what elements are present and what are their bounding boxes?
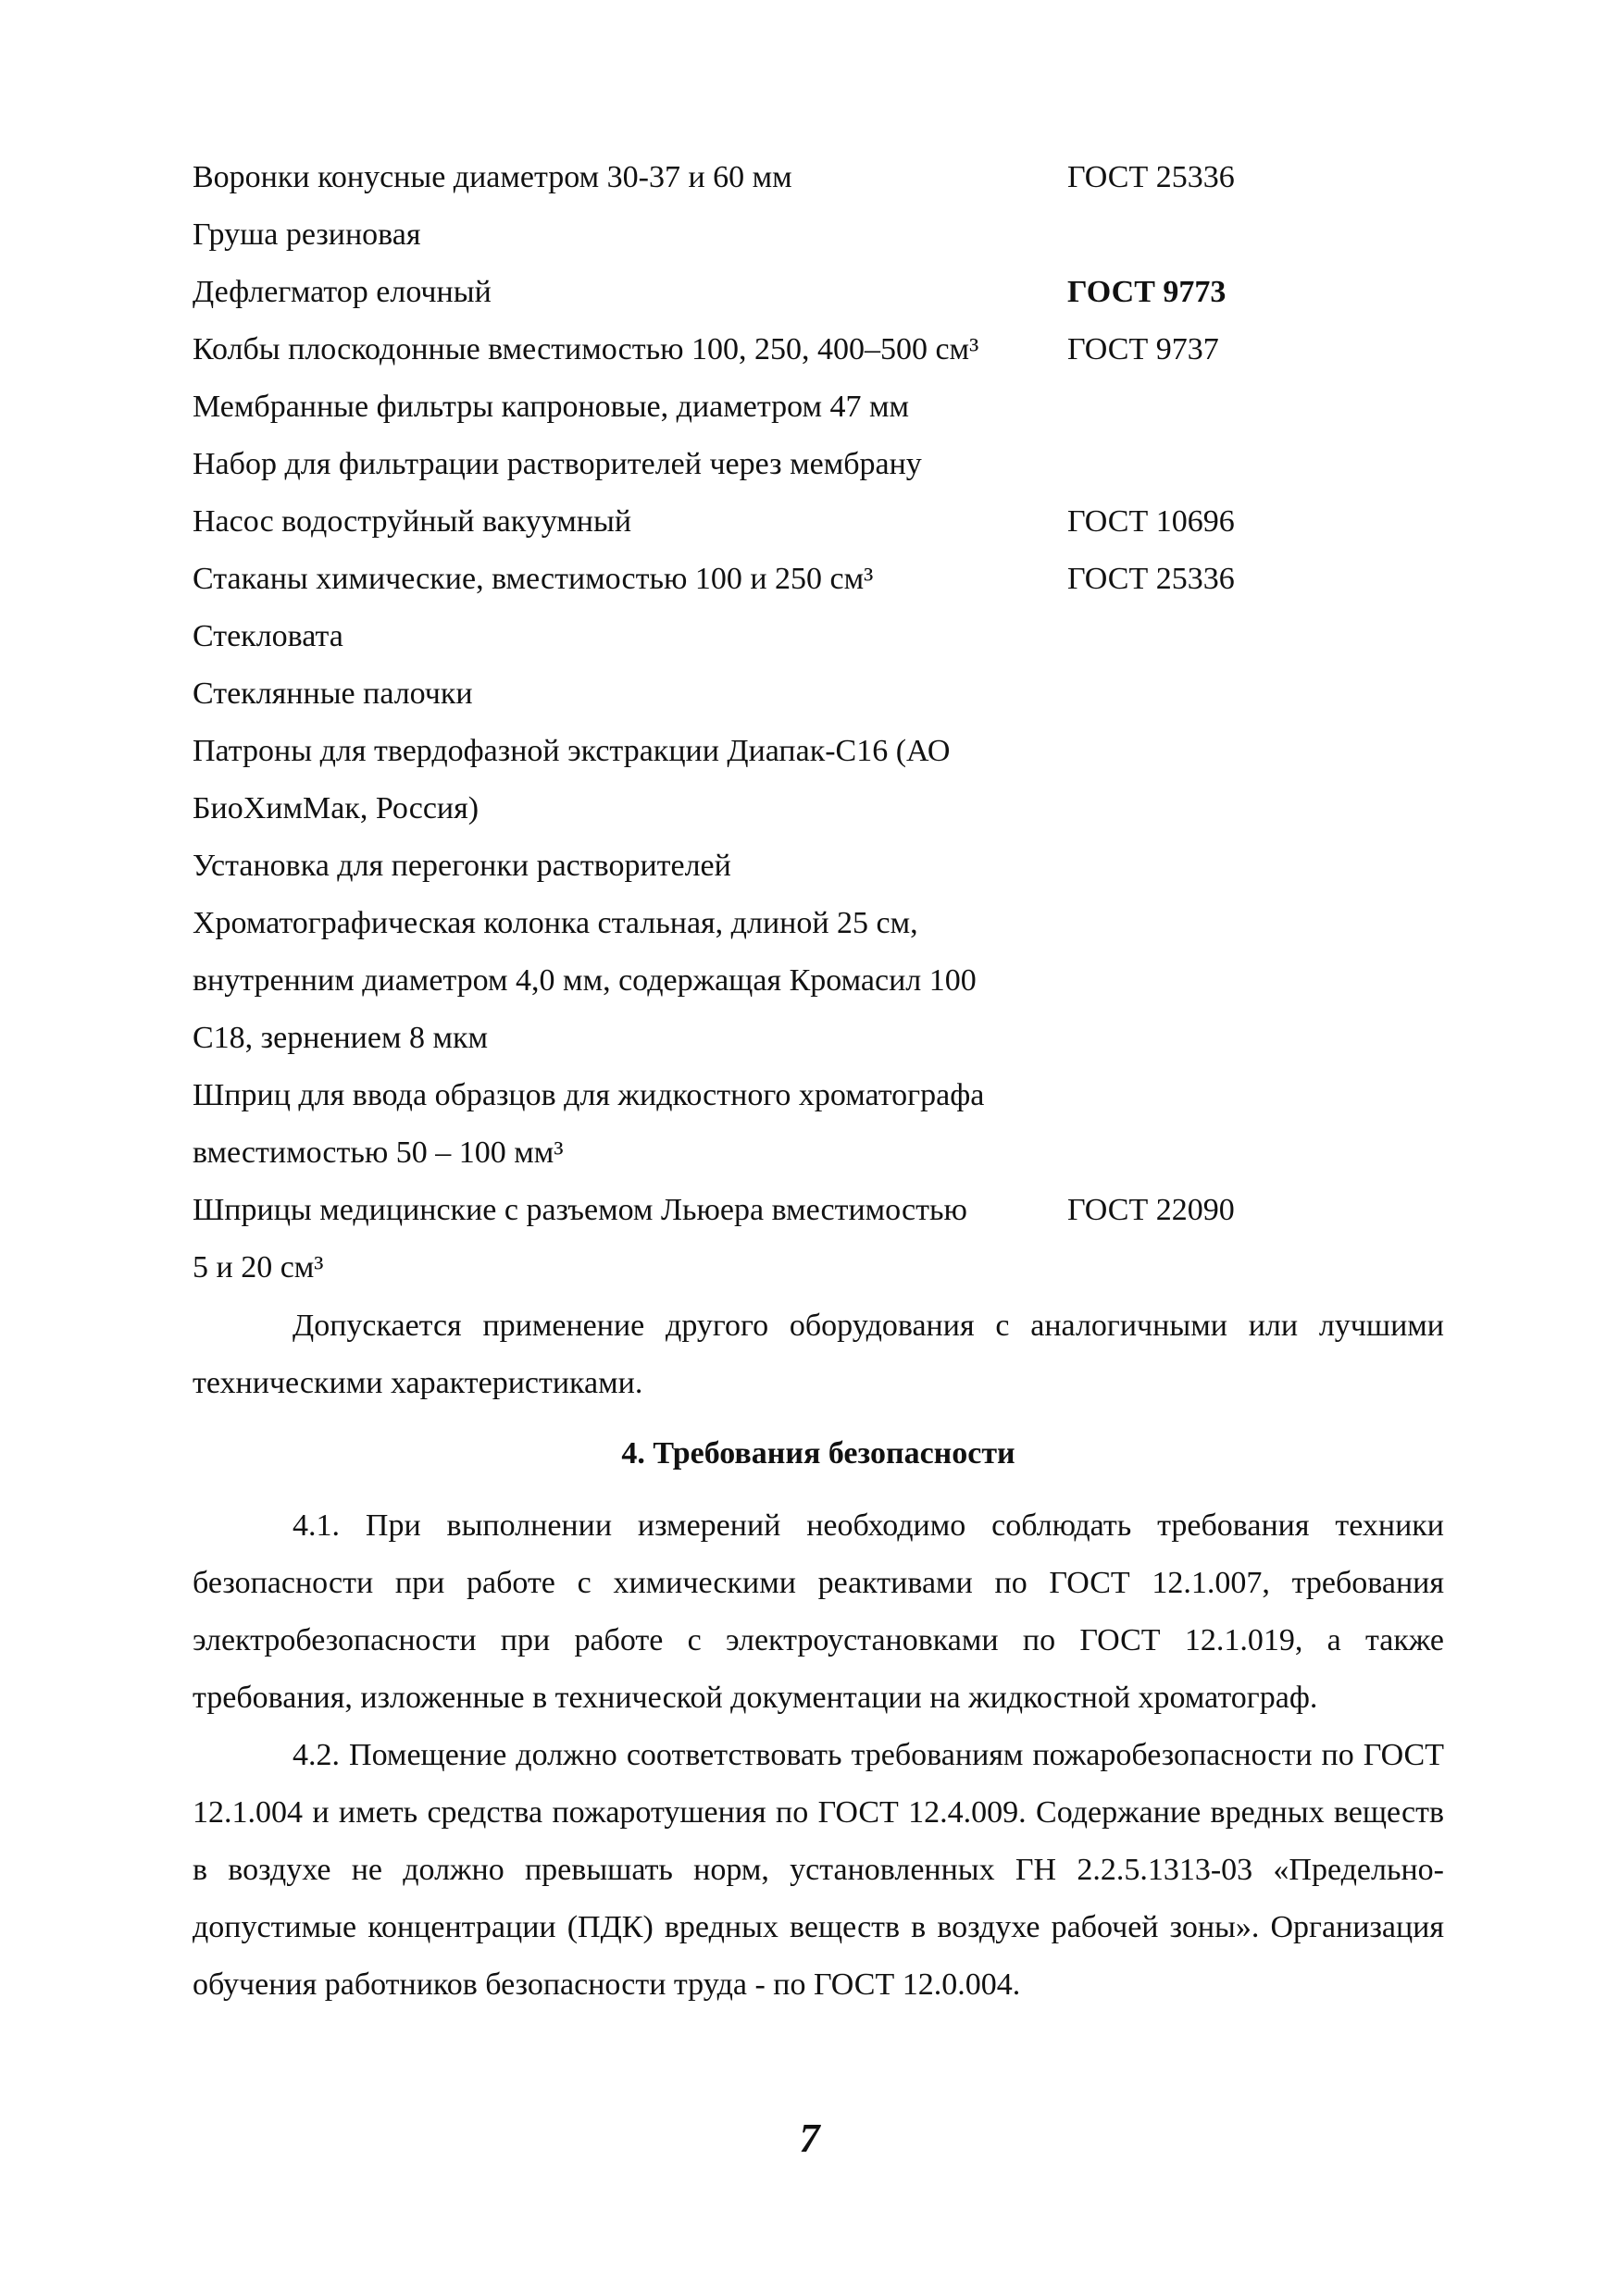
equipment-item: Хроматографическая колонка стальная, длиной 25 см, — [193, 906, 918, 940]
equipment-item: внутренним диаметром 4,0 мм, содержащая Кромасил 100 — [193, 963, 977, 998]
equipment-note: Допускается применение другого оборудования с аналогичными или лучшими техническими характеристиками. — [193, 1309, 1444, 1400]
equipment-row — [193, 723, 1303, 780]
equipment-item: вместимостью 50 – 100 мм³ — [193, 1136, 564, 1170]
equipment-item: 5 и 20 см³ — [193, 1250, 324, 1285]
equipment-standard: ГОСТ 25336 — [1067, 562, 1235, 596]
equipment-item: Насос водоструйный вакуумный — [193, 504, 632, 539]
paragraph-4-1: 4.1. При выполнении измерений необходимо соблюдать требования техники безопасности при работе с химическими реактивами по ГОСТ 12.1.007, требования электробезопасности при работе с электроустановками по ГОСТ 12.1.019, а также требования, изложенные в технической документации на жидкостной хроматограф. — [193, 1508, 1444, 1715]
equipment-item: Мембранные фильтры капроновые, диаметром 47 мм — [193, 390, 910, 424]
equipment-row — [193, 1239, 1303, 1297]
equipment-item: Воронки конусные диаметром 30-37 и 60 мм — [193, 160, 792, 194]
equipment-row — [193, 1010, 1303, 1067]
paragraph-4-2: 4.2. Помещение должно соответствовать требованиям пожаробезопасности по ГОСТ 12.1.004 и иметь средства пожаротушения по ГОСТ 12.4.009. Содержание вредных веществ в воздухе не должно превышать норм, установленных ГН 2.2.5.1313-03 «Предельно-допустимые концентрации (ПДК) вредных веществ в воздухе рабочей зоны». Организация обучения работников безопасности труда - по ГОСТ 12.0.004. — [193, 1738, 1444, 2002]
equipment-row — [193, 551, 1303, 608]
equipment-row — [193, 1124, 1303, 1182]
equipment-item: Шприцы медицинские с разъемом Льюера вместимостью — [193, 1193, 967, 1227]
section-heading: 4. Требования безопасности — [621, 1436, 1015, 1471]
equipment-item: Колбы плоскодонные вместимостью 100, 250, 400–500 см³ — [193, 332, 979, 366]
equipment-item: Груша резиновая — [193, 217, 421, 252]
equipment-row — [193, 493, 1303, 551]
equipment-item: С18, зернением 8 мкм — [193, 1021, 489, 1055]
equipment-row — [193, 1182, 1303, 1239]
equipment-standard: ГОСТ 9773 — [1067, 275, 1227, 309]
equipment-row — [193, 608, 1303, 665]
equipment-standard: ГОСТ 9737 — [1067, 332, 1219, 366]
equipment-standard: ГОСТ 10696 — [1067, 504, 1235, 539]
equipment-item: Стекловата — [193, 619, 343, 653]
equipment-item: Патроны для твердофазной экстракции Диапак-С16 (АО — [193, 734, 951, 768]
equipment-item: БиоХимМак, Россия) — [193, 791, 479, 825]
equipment-row — [193, 206, 1303, 264]
equipment-item: Установка для перегонки растворителей — [193, 849, 731, 883]
equipment-item: Набор для фильтрации растворителей через мембрану — [193, 447, 922, 481]
equipment-row — [193, 895, 1303, 952]
page-number: 7 — [799, 2116, 820, 2161]
equipment-item: Стеклянные палочки — [193, 676, 473, 711]
equipment-row — [193, 321, 1303, 379]
equipment-row — [193, 952, 1303, 1010]
equipment-item: Стаканы химические, вместимостью 100 и 250 см³ — [193, 562, 874, 596]
equipment-row — [193, 665, 1303, 723]
equipment-row — [193, 780, 1303, 838]
equipment-item: Дефлегматор елочный — [193, 275, 492, 309]
equipment-row — [193, 379, 1303, 436]
equipment-item: Шприц для ввода образцов для жидкостного хроматографа — [193, 1078, 985, 1112]
equipment-row — [193, 264, 1303, 321]
equipment-standard: ГОСТ 25336 — [1067, 160, 1235, 194]
equipment-row — [193, 1067, 1303, 1124]
equipment-row — [193, 149, 1303, 206]
equipment-standard: ГОСТ 22090 — [1067, 1193, 1235, 1227]
equipment-row — [193, 838, 1303, 895]
equipment-row — [193, 436, 1303, 493]
